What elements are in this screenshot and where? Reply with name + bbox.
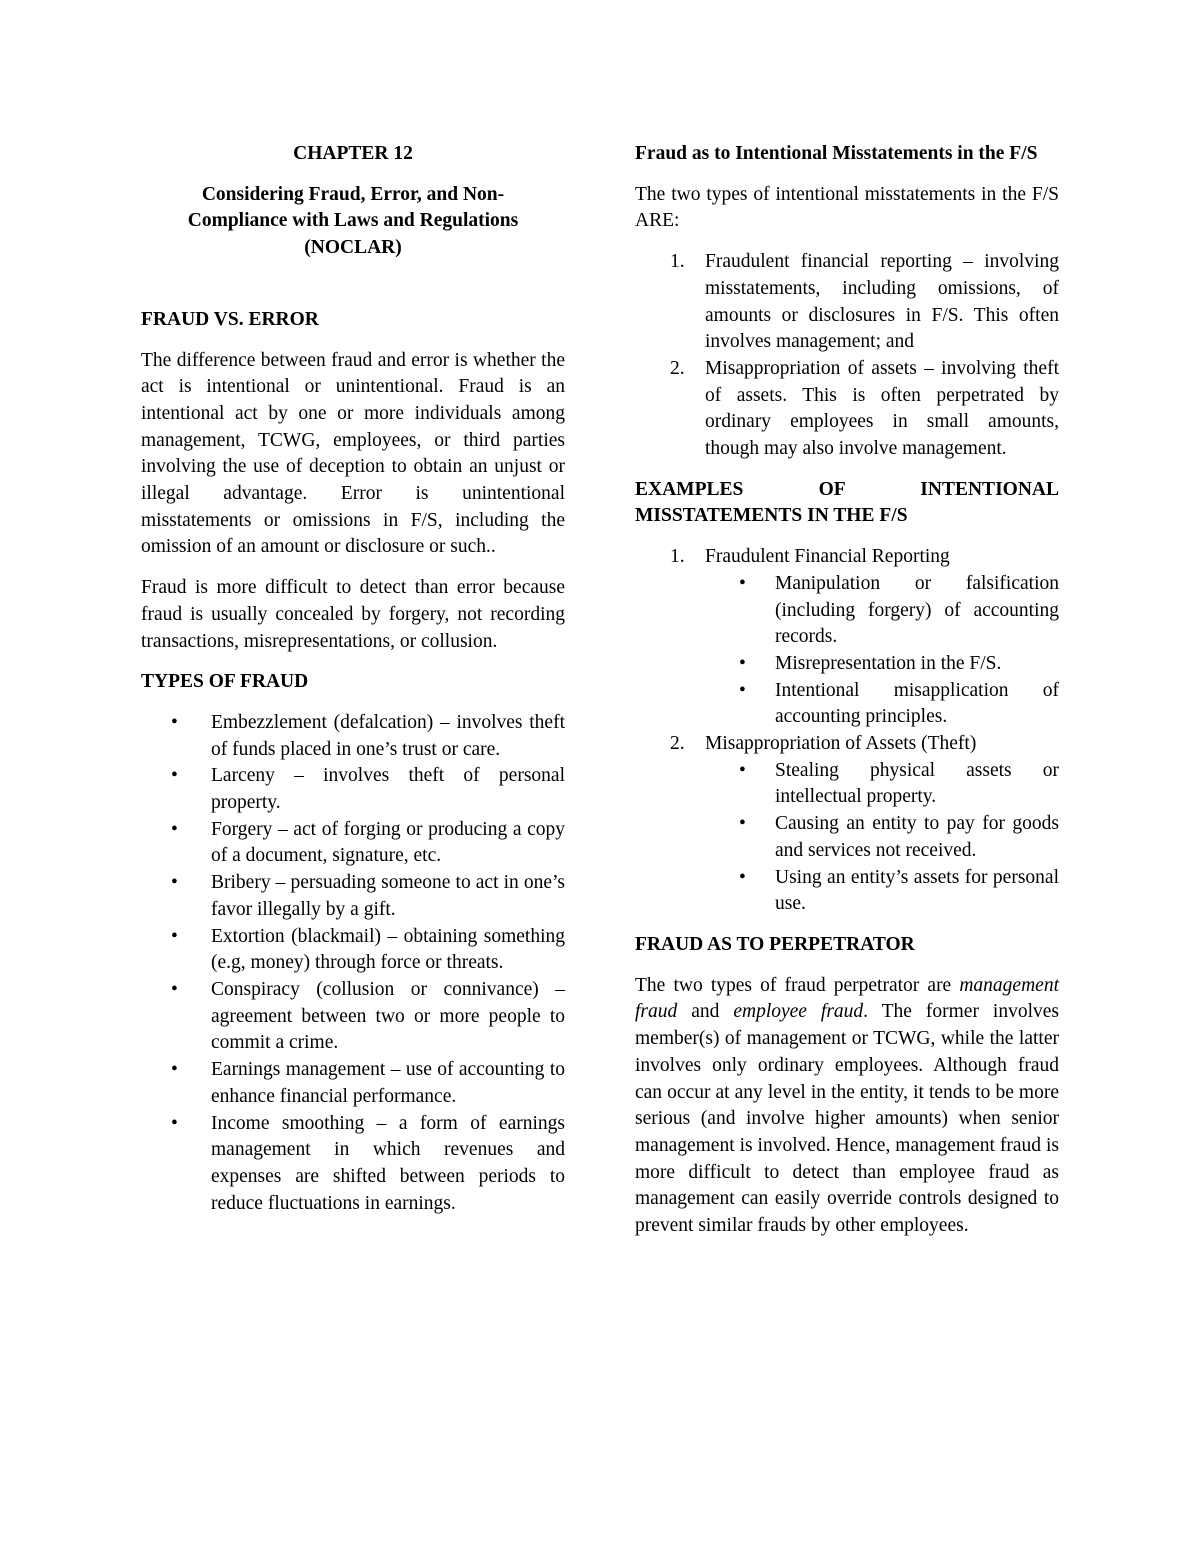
sub-list <box>705 758 1059 918</box>
document-title-line: (NOCLAR) <box>304 237 402 259</box>
sub-list-item: • Manipulation or falsification (including forgery) of accounting records. <box>705 571 1059 651</box>
document-title <box>141 182 565 262</box>
types-of-fraud-heading: TYPES OF FRAUD <box>141 671 309 693</box>
list-number: 2. <box>670 357 685 379</box>
list-item: • Conspiracy (collusion or connivance) – agreement between two or more people to commit a crime. <box>141 977 565 1057</box>
examples-heading-text: EXAMPLES OF INTENTIONAL MISSTATEMENTS IN THE F/S <box>635 478 1059 527</box>
left-column <box>141 141 565 1231</box>
list-item <box>635 544 1059 731</box>
perpetrator-text: The two types of fraud perpetrator are <box>635 974 960 996</box>
fraud-vs-error-heading: FRAUD VS. ERROR <box>141 308 319 330</box>
perpetrator-text: and <box>677 1001 734 1023</box>
list-number: 1. <box>670 546 685 568</box>
list-item: • Earnings management – use of accounting to enhance financial performance. <box>141 1057 565 1110</box>
list-item: • Embezzlement (defalcation) – involves theft of funds placed in one’s trust or care. <box>141 710 565 763</box>
list-item-title: Misappropriation of Assets (Theft) <box>705 733 977 755</box>
list-number: 1. <box>670 251 685 273</box>
sub-list-item: • Misrepresentation in the F/S. <box>705 651 1059 678</box>
intentional-misstatements-list <box>635 249 1059 463</box>
document-title-line: Compliance with Laws and Regulations <box>187 210 519 232</box>
chapter-title: CHAPTER 12 <box>293 143 413 164</box>
document-title-line: Considering Fraud, Error, and Non- <box>201 183 505 205</box>
list-number: 2. <box>670 733 685 755</box>
sub-list <box>705 571 1059 731</box>
sub-list-item: • Using an entity’s assets for personal use. <box>705 865 1059 918</box>
fraud-vs-error-paragraph: The difference between fraud and error is whether the act is intentional or unintentional. Fraud is an intentional act by one or more individuals among management, TCWG, employees, or third parties involving the use of deception to obtain an unjust or illegal advantage. Error is unintentional misstatements or omissions in F/S, including the omission of an amount or disclosure or such.. <box>141 349 565 558</box>
management-fraud-term: management fraud <box>635 974 1059 1023</box>
sub-list-item: • Intentional misapplication of accounting principles. <box>705 678 1059 731</box>
sub-list-item: • Stealing physical assets or intellectual property. <box>705 758 1059 811</box>
list-item-text: Fraudulent financial reporting – involving misstatements, including omissions, of amounts or disclosures in F/S. This often involves management; and <box>705 251 1059 353</box>
list-item-text: Misappropriation of assets – involving theft of assets. This is often perpetrated by ordinary employees in small amounts, though may also involve management. <box>705 357 1059 460</box>
examples-heading <box>635 477 1059 530</box>
list-item-title: Fraudulent Financial Reporting <box>705 546 950 568</box>
perpetrator-heading: FRAUD AS TO PERPETRATOR <box>635 933 915 955</box>
list-item: • Forgery – act of forging or producing a copy of a document, signature, etc. <box>141 817 565 870</box>
examples-list <box>635 544 1059 918</box>
list-item: • Larceny – involves theft of personal property. <box>141 763 565 816</box>
perpetrator-paragraph <box>635 973 1059 1240</box>
list-item <box>635 356 1059 463</box>
list-item: • Bribery – persuading someone to act in one’s favor illegally by a gift. <box>141 870 565 923</box>
list-item: • Income smoothing – a form of earnings management in which revenues and expenses are shifted between periods to reduce fluctuations in earnings. <box>141 1111 565 1218</box>
employee-fraud-term: employee fraud <box>733 1001 864 1023</box>
intentional-misstatements-intro: The two types of intentional misstatements in the F/S ARE: <box>635 183 1059 232</box>
types-of-fraud-list <box>141 710 565 1217</box>
list-item <box>635 731 1059 918</box>
sub-list-item: • Causing an entity to pay for goods and services not received. <box>705 811 1059 864</box>
list-item <box>635 249 1059 356</box>
intentional-misstatements-heading: Fraud as to Intentional Misstatements in the F/S <box>635 143 1038 164</box>
list-item: • Extortion (blackmail) – obtaining something (e.g, money) through force or threats. <box>141 924 565 977</box>
perpetrator-text: . The former involves member(s) of management or TCWG, while the latter involves only ordinary employees. Although fraud can occur at any level in the entity, it tends to be more serious (and involve higher amounts) when senior management is involved. Hence, management fraud is more difficult to detect than employee fraud as management can easily override controls designed to prevent similar frauds by other employees. <box>635 1001 1059 1237</box>
right-column <box>635 141 1059 1254</box>
fraud-vs-error-paragraph: Fraud is more difficult to detect than error because fraud is usually concealed by forgery, not recording transactions, misrepresentations, or collusion. <box>141 577 565 652</box>
